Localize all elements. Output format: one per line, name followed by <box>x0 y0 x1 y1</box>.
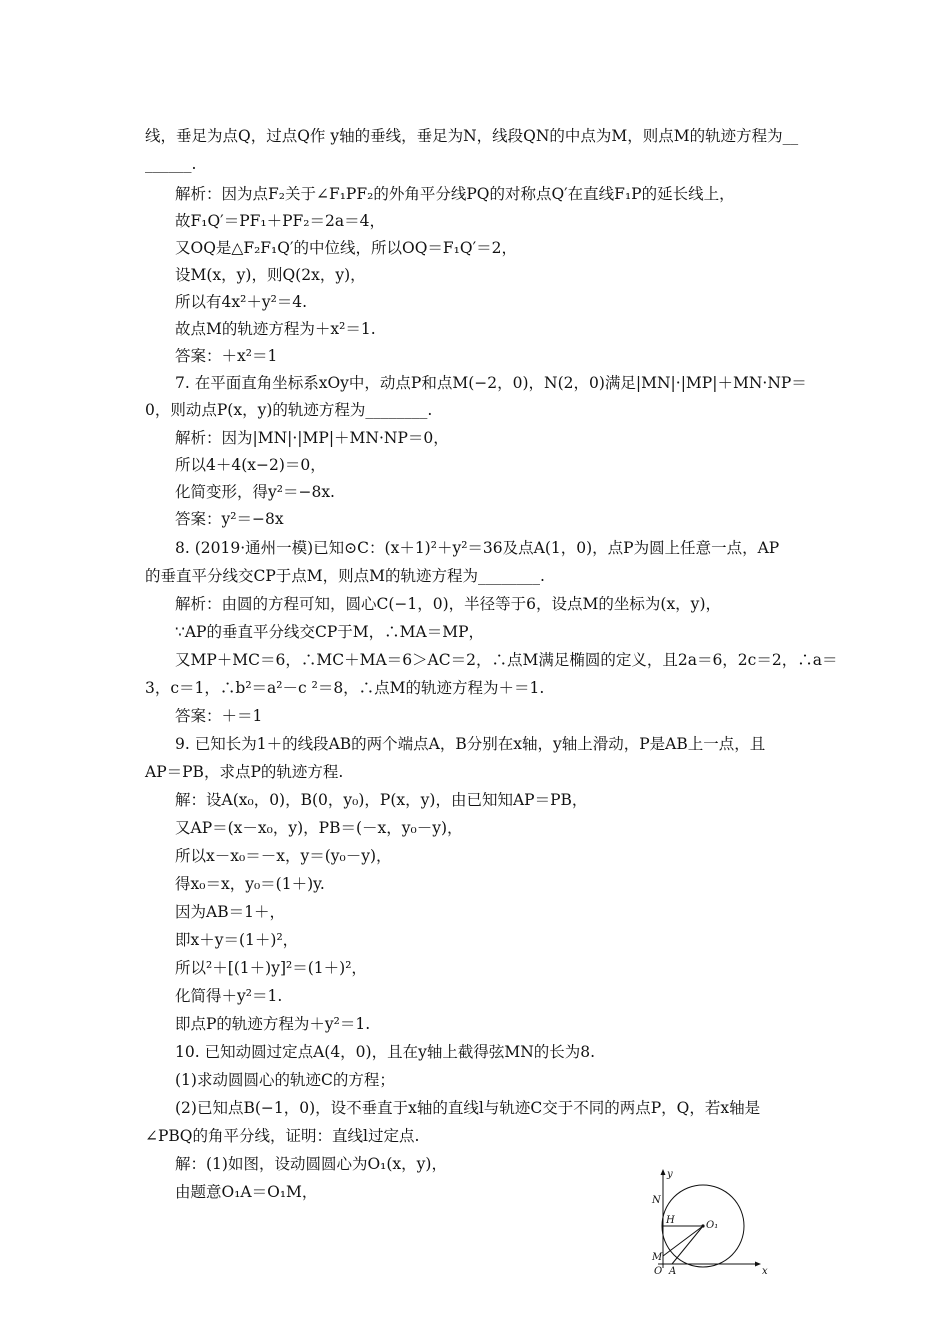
label-o1: O₁ <box>706 1220 719 1231</box>
label-n: N <box>652 1195 661 1206</box>
text-line: 又AP＝(x－x₀，y)，PB＝(－x，y₀－y)， <box>175 819 463 837</box>
text-line: 答案：y²＝−8x <box>175 510 284 528</box>
segment-o1-a <box>672 1226 703 1264</box>
text-line: 所以4＋4(x−2)＝0， <box>175 456 326 474</box>
label-y: y <box>667 1169 673 1180</box>
text-line: 3，c＝1，∴b²＝a²－c ²＝8，∴点M的轨迹方程为＋＝1. <box>145 679 545 697</box>
y-axis-arrow <box>661 1169 666 1175</box>
text-line: (1)求动圆圆心的轨迹C的方程； <box>175 1071 395 1089</box>
text-line: ______. <box>145 155 197 173</box>
text-line: (2)已知点B(−1，0)，设不垂直于x轴的直线l与轨迹C交于不同的两点P，Q，若x轴是 <box>175 1099 761 1117</box>
text-line: 又MP＋MC＝6，∴MC＋MA＝6＞AC＝2，∴点M满足椭圆的定义，且2a＝6，2c＝2，∴a＝ <box>175 651 838 669</box>
text-line: 8. (2019·通州一模)已知⊙C：(x＋1)²＋y²＝36及点A(1，0)，点P为圆上任意一点，AP <box>175 539 780 557</box>
text-line: 因为AB＝1＋， <box>175 903 285 921</box>
text-line: ∵AP的垂直平分线交CP于M，∴MA＝MP， <box>175 623 485 641</box>
text-line: 化简得＋y²＝1. <box>175 987 283 1005</box>
text-line: 所以x－x₀＝－x，y＝(y₀－y)， <box>175 847 392 865</box>
text-line: 答案：＋x²＝1 <box>175 347 278 365</box>
text-line: 的垂直平分线交CP于点M，则点M的轨迹方程为________. <box>145 567 545 585</box>
text-line: 即点P的轨迹方程为＋y²＝1. <box>175 1015 371 1033</box>
text-line: 解析：因为|MN|·|MP|＋MN·NP＝0， <box>175 429 449 447</box>
text-line: 解析：由圆的方程可知，圆心C(−1，0)，半径等于6，设点M的坐标为(x，y)， <box>175 595 721 613</box>
text-line: 9. 已知长为1＋的线段AB的两个端点A，B分别在x轴，y轴上滑动，P是AB上一点，且 <box>175 735 766 753</box>
label-o: O <box>654 1266 663 1277</box>
text-line: 线，垂足为点Q，过点Q作 y轴的垂线，垂足为N，线段QN的中点为M，则点M的轨迹方程为__ <box>145 127 799 145</box>
text-line: 解析：因为点F₂关于∠F₁PF₂的外角平分线PQ的对称点Q′在直线F₁P的延长线上， <box>175 185 735 203</box>
label-m: M <box>652 1252 663 1263</box>
text-line: 10. 已知动圆过定点A(4，0)，且在y轴上截得弦MN的长为8. <box>175 1043 596 1061</box>
text-line: 由题意O₁A＝O₁M， <box>175 1183 318 1201</box>
circle-figure <box>640 1168 770 1278</box>
text-line: ∠PBQ的角平分线，证明：直线l过定点. <box>145 1127 420 1145</box>
text-line: 故点M的轨迹方程为＋x²＝1. <box>175 320 376 338</box>
label-h: H <box>666 1215 675 1226</box>
text-line: 得x₀＝x，y₀＝(1＋)y. <box>175 875 325 893</box>
text-line: 化简变形，得y²＝−8x. <box>175 483 335 501</box>
text-line: 解：设A(x₀，0)，B(0，y₀)，P(x，y)，由已知知AP＝PB， <box>175 791 588 809</box>
center-point <box>701 1224 704 1227</box>
text-line: 答案：＋＝1 <box>175 707 263 725</box>
label-a: A <box>669 1266 677 1277</box>
text-line: 即x＋y＝(1＋)²， <box>175 931 299 949</box>
text-line: 故F₁Q′＝PF₁＋PF₂＝2a＝4， <box>175 212 385 230</box>
text-line: 7. 在平面直角坐标系xOy中，动点P和点M(−2，0)，N(2，0)满足|MN|·|MP|＋MN·NP＝ <box>175 374 807 392</box>
text-line: 解：(1)如图，设动圆圆心为O₁(x，y)， <box>175 1155 447 1173</box>
text-line: 0，则动点P(x，y)的轨迹方程为________. <box>145 401 433 419</box>
text-line: AP＝PB，求点P的轨迹方程. <box>145 763 344 781</box>
text-line: 所以有4x²＋y²＝4. <box>175 293 308 311</box>
x-axis-arrow <box>755 1262 761 1267</box>
text-line: 又OQ是△F₂F₁Q′的中位线，所以OQ＝F₁Q′＝2， <box>175 239 517 257</box>
text-line: 设M(x，y)，则Q(2x，y)， <box>175 266 366 284</box>
label-x: x <box>762 1266 768 1277</box>
text-line: 所以²＋[(1＋)y]²＝(1＋)²， <box>175 959 367 977</box>
segment-o1-m <box>663 1226 703 1256</box>
